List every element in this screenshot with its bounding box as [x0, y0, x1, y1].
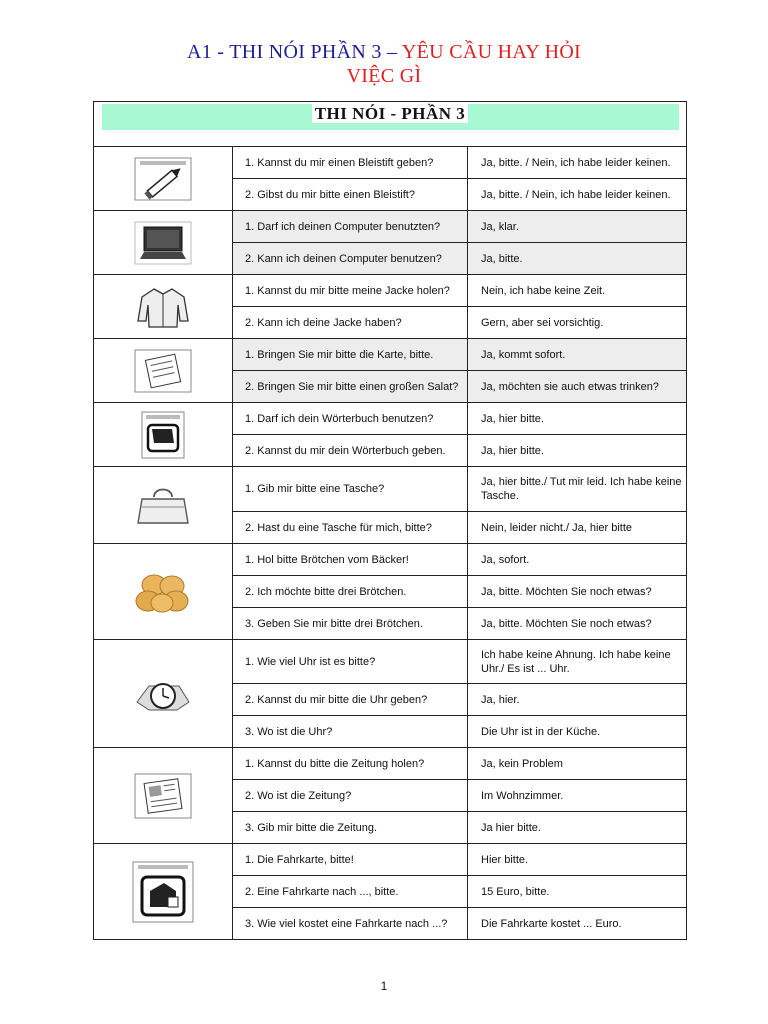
answer: Ja, bitte. / Nein, ich habe leider keinen. [468, 147, 687, 179]
question: 2. Kannst du mir dein Wörterbuch geben. [233, 435, 468, 467]
question: 1. Kannst du bitte die Zeitung holen? [233, 748, 468, 780]
answer: Ja, hier. [468, 684, 687, 716]
answer: Ja, bitte. [468, 243, 687, 275]
question: 2. Bringen Sie mir bitte einen großen Salat? [233, 371, 468, 403]
question: 2. Kann ich deinen Computer benutzen? [233, 243, 468, 275]
title-line-2: VIỆC GÌ [346, 65, 422, 87]
answer: Ja, bitte. Möchten Sie noch etwas? [468, 608, 687, 640]
answer: Ja, hier bitte. [468, 435, 687, 467]
answer: Ja, sofort. [468, 544, 687, 576]
answer: Gern, aber sei vorsichtig. [468, 307, 687, 339]
question: 2. Gibst du mir bitte einen Bleistift? [233, 179, 468, 211]
answer: Im Wohnzimmer. [468, 780, 687, 812]
answer: Ja, möchten sie auch etwas trinken? [468, 371, 687, 403]
title-part-1: A1 - THI NÓI PHẦN 3 – [186, 41, 402, 63]
bread-rolls-card [94, 544, 233, 640]
question: 1. Darf ich deinen Computer benutzten? [233, 211, 468, 243]
answer: Ja, bitte. Möchten Sie noch etwas? [468, 576, 687, 608]
speaking-task-table [93, 101, 687, 940]
ticket-card [94, 844, 233, 940]
question: 3. Geben Sie mir bitte drei Brötchen. [233, 608, 468, 640]
question: 1. Bringen Sie mir bitte die Karte, bitte. [233, 339, 468, 371]
answer: Ich habe keine Ahnung. Ich habe keine Uhr./ Es ist ... Uhr. [468, 640, 687, 684]
question: 1. Kannst du mir bitte meine Jacke holen? [233, 275, 468, 307]
menu-card [94, 339, 233, 403]
question: 1. Darf ich dein Wörterbuch benutzen? [233, 403, 468, 435]
wristwatch-icon [133, 672, 193, 716]
bag-card [94, 467, 233, 544]
question: 3. Gib mir bitte die Zeitung. [233, 812, 468, 844]
table-heading: THI NÓI - PHẦN 3 [312, 104, 469, 123]
question: 2. Eine Fahrkarte nach ..., bitte. [233, 876, 468, 908]
bread-rolls-icon [134, 571, 192, 613]
answer: Ja, hier bitte./ Tut mir leid. Ich habe keine Tasche. [468, 467, 687, 512]
pencil-card [94, 147, 233, 211]
answer: Nein, leider nicht./ Ja, hier bitte [468, 512, 687, 544]
question: 1. Die Fahrkarte, bitte! [233, 844, 468, 876]
newspaper-icon [134, 773, 192, 819]
table-heading-cell [94, 102, 687, 147]
question: 1. Gib mir bitte eine Tasche? [233, 467, 468, 512]
document-title [0, 40, 768, 88]
question: 1. Wie viel Uhr ist es bitte? [233, 640, 468, 684]
question: 3. Wo ist die Uhr? [233, 716, 468, 748]
answer: Ja, kommt sofort. [468, 339, 687, 371]
question: 2. Hast du eine Tasche für mich, bitte? [233, 512, 468, 544]
answer: Ja hier bitte. [468, 812, 687, 844]
title-part-2: YÊU CẦU HAY HỎI [401, 41, 582, 63]
page-number: 1 [380, 979, 388, 993]
watch-card [94, 640, 233, 748]
answer: Die Fahrkarte kostet ... Euro. [468, 908, 687, 940]
answer: 15 Euro, bitte. [468, 876, 687, 908]
answer: Ja, bitte. / Nein, ich habe leider keinen. [468, 179, 687, 211]
question: 2. Kannst du mir bitte die Uhr geben? [233, 684, 468, 716]
jacket-card [94, 275, 233, 339]
jacket-icon [134, 285, 192, 329]
dictionary-card [94, 403, 233, 467]
ticket-icon [132, 861, 194, 923]
answer: Hier bitte. [468, 844, 687, 876]
bag-icon [134, 481, 192, 529]
question: 2. Kann ich deine Jacke haben? [233, 307, 468, 339]
question: 1. Hol bitte Brötchen vom Bäcker! [233, 544, 468, 576]
question: 1. Kannst du mir einen Bleistift geben? [233, 147, 468, 179]
menu-icon [134, 349, 192, 393]
answer: Nein, ich habe keine Zeit. [468, 275, 687, 307]
laptop-icon [134, 221, 192, 265]
question: 3. Wie viel kostet eine Fahrkarte nach ...? [233, 908, 468, 940]
answer: Ja, hier bitte. [468, 403, 687, 435]
computer-card [94, 211, 233, 275]
answer: Die Uhr ist in der Küche. [468, 716, 687, 748]
question: 2. Ich möchte bitte drei Brötchen. [233, 576, 468, 608]
question: 2. Wo ist die Zeitung? [233, 780, 468, 812]
answer: Ja, klar. [468, 211, 687, 243]
dictionary-icon [134, 411, 192, 459]
answer: Ja, kein Problem [468, 748, 687, 780]
newspaper-card [94, 748, 233, 844]
pencil-icon [134, 157, 192, 201]
